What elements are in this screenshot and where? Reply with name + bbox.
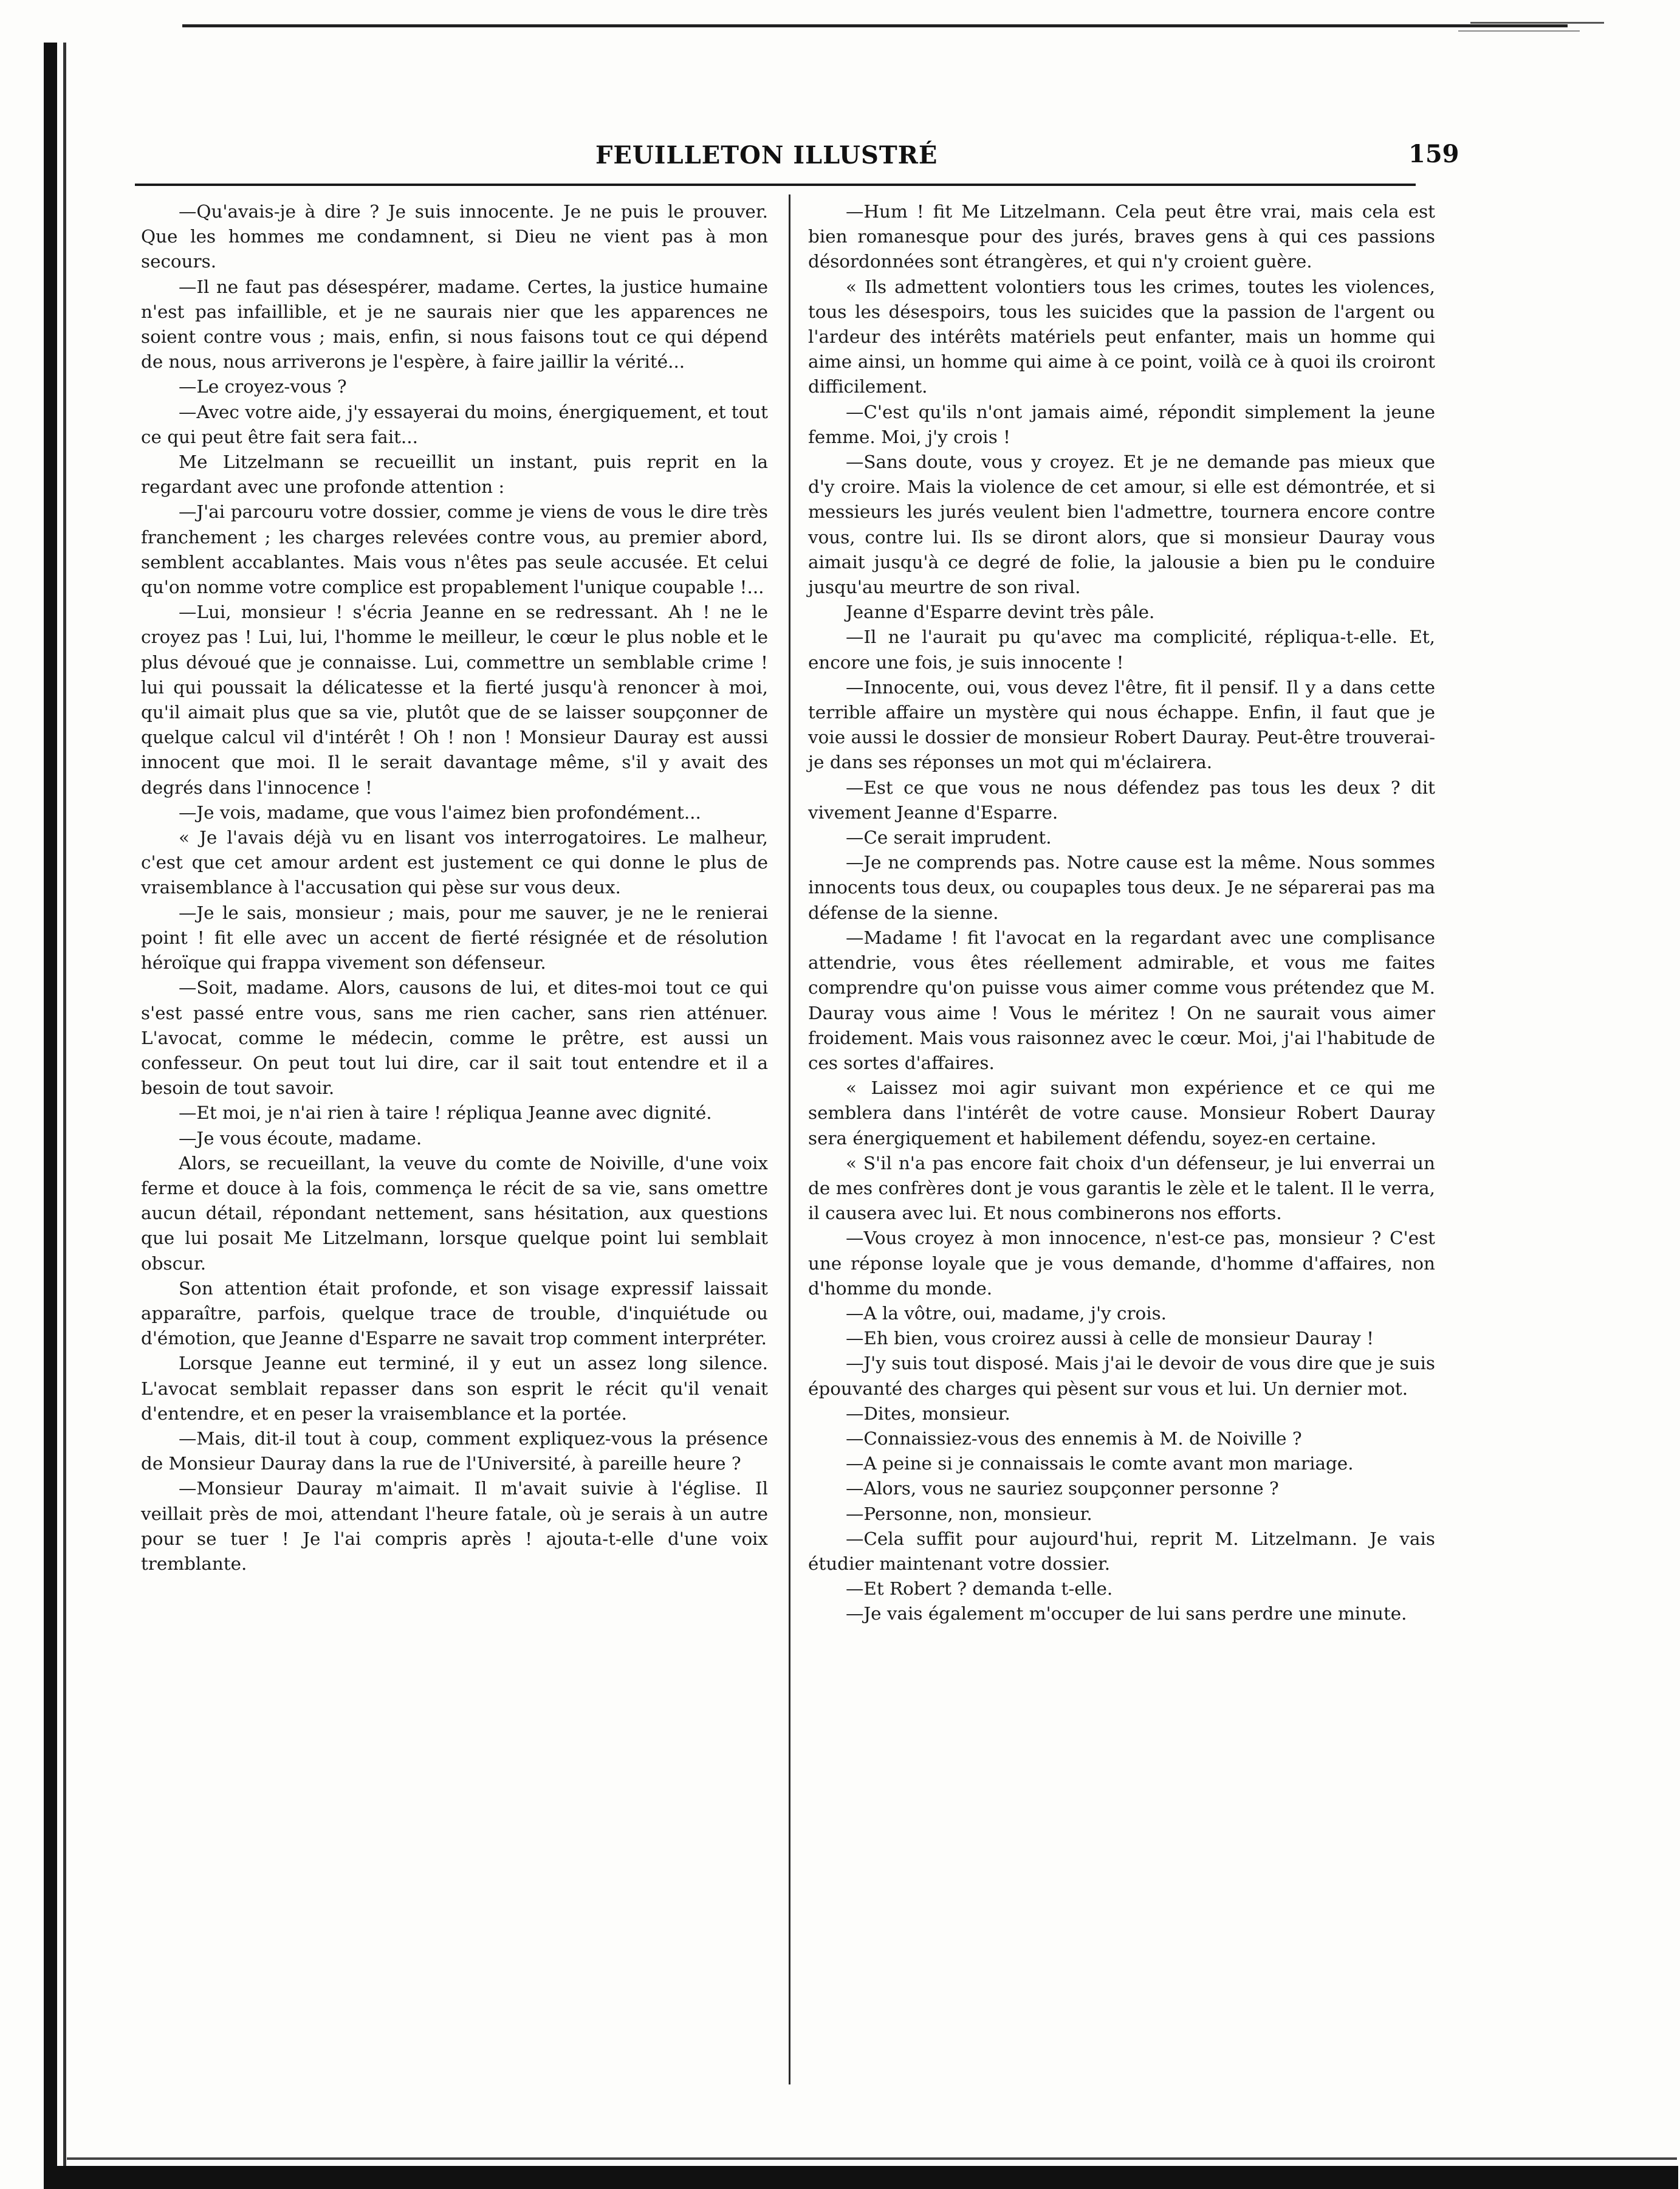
paragraph: —Sans doute, vous y croyez. Et je ne demande pas mieux que d'y croire. Mais la violence de cet amour, si elle est démontrée, et si messieurs les jurés veulent bien l'admettre, tournera encore contre vous, contre lui. Ils se diront alors, que si monsieur Dauray vous aimait jusqu'à ce degré de folie, la jalousie a bien pu le conduire jusqu'au meurtre de son rival. <box>808 452 1435 598</box>
paragraph: —Et Robert ? demanda t-elle. <box>846 1578 1113 1600</box>
paragraph: —Innocente, oui, vous devez l'être, fit il pensif. Il y a dans cette terrible affaire un mystère qui nous échappe. Enfin, il faut que je voie aussi le dossier de monsieur Robert Dauray. Peut-être trouverai-je dans ses réponses un mot qui m'éclairera. <box>808 676 1435 773</box>
binding-edge <box>44 43 57 2182</box>
paragraph: —Qu'avais-je à dire ? Je suis innocente. Je ne puis le prouver. Que les hommes me condamnent, si Dieu ne vient pas à mon secours. <box>141 201 768 272</box>
paragraph: Alors, se recueillant, la veuve du comte de Noiville, d'une voix ferme et douce à la fois, commença le récit de sa vie, sans omettre aucun détail, répondant nettement, sans hésitation, aux questions que lui posait Me Litzelmann, lorsque quelque point lui semblait obscur. <box>141 1152 768 1274</box>
running-title: FEUILLETON ILLUSTRÉ <box>595 141 938 170</box>
paragraph: —Ce serait imprudent. <box>846 827 1052 848</box>
paragraph: « Laissez moi agir suivant mon expérience et ce qui me semblera dans l'intérêt de votre cause. Monsieur Robert Dauray sera énergiquement et habilement défendu, soyez-en certaine. <box>808 1077 1435 1149</box>
paragraph: —Cela suffit pour aujourd'hui, reprit M. Litzelmann. Je vais étudier maintenant votre dossier. <box>808 1528 1435 1574</box>
paragraph: —Personne, non, monsieur. <box>846 1503 1092 1524</box>
scan-bottom-edge-line <box>67 2157 1677 2160</box>
paragraph: —A la vôtre, oui, madame, j'y crois. <box>846 1302 1167 1324</box>
paragraph: —Je le sais, monsieur ; mais, pour me sauver, je ne le renierai point ! fit elle avec un accent de fierté résignée et de résolution héroïque qui frappa vivement son défenseur. <box>141 902 768 974</box>
scan-edge-rule <box>182 24 1568 27</box>
column-divider <box>789 194 790 2084</box>
scan-edge-rule <box>1458 30 1580 32</box>
paragraph: —Vous croyez à mon innocence, n'est-ce pas, monsieur ? C'est une réponse loyale que je vous demande, d'homme d'affaires, non d'homme du monde. <box>808 1228 1435 1299</box>
right-column <box>808 199 1435 1627</box>
paragraph: —Je vois, madame, que vous l'aimez bien profondément... <box>179 802 701 823</box>
paragraph: Jeanne d'Esparre devint très pâle. <box>846 602 1155 623</box>
paragraph: —Hum ! fit Me Litzelmann. Cela peut être vrai, mais cela est bien romanesque pour des jurés, braves gens à qui ces passions désordonnées sont étrangères, et qui n'y croient guère. <box>808 201 1435 272</box>
page-number: 159 <box>1408 140 1459 168</box>
paragraph: —Connaissiez-vous des ennemis à M. de Noiville ? <box>846 1428 1302 1449</box>
paragraph: « S'il n'a pas encore fait choix d'un défenseur, je lui enverrai un de mes confrères dont je vous garantis le zèle et le talent. Il le verra, il causera avec lui. Et nous combinerons nos efforts. <box>808 1152 1435 1224</box>
paragraph: —Je ne comprends pas. Notre cause est la même. Nous sommes innocents tous deux, ou coupaples tous deux. Je ne séparerai pas ma défense de la sienne. <box>808 852 1435 923</box>
paragraph: Me Litzelmann se recueillit un instant, puis reprit en la regardant avec une profonde attention : <box>141 452 768 498</box>
paragraph: —Dites, monsieur. <box>846 1403 1010 1424</box>
paragraph: —Monsieur Dauray m'aimait. Il m'avait suivie à l'église. Il veillait près de moi, attendant l'heure fatale, où je serais à un autre pour se tuer ! Je l'ai compris après ! ajouta-t-elle d'une voix tremblante. <box>141 1478 768 1574</box>
paragraph: —C'est qu'ils n'ont jamais aimé, répondit simplement la jeune femme. Moi, j'y crois ! <box>808 401 1435 447</box>
paragraph: Lorsque Jeanne eut terminé, il y eut un assez long silence. L'avocat semblait repasser dans son esprit le récit qu'il venait d'entendre, et en peser la vraisemblance et la portée. <box>141 1353 768 1424</box>
paragraph: —Avec votre aide, j'y essayerai du moins, énergiquement, et tout ce qui peut être fait sera fait... <box>141 401 768 447</box>
header-rule <box>135 184 1416 186</box>
paragraph: « Ils admettent volontiers tous les crimes, toutes les violences, tous les désespoirs, tous les suicides que la passion de l'argent ou l'ardeur des intérêts matériels peut enfanter, mais un homme qui aime ainsi, un homme qui aime à ce point, voilà ce à quoi ils croiront difficilement. <box>808 276 1435 397</box>
left-column <box>141 199 768 1576</box>
paragraph: « Je l'avais déjà vu en lisant vos interrogatoires. Le malheur, c'est que cet amour ardent est justement ce qui donne le plus de vraisemblance à l'accusation qui pèse sur vous deux. <box>141 827 768 898</box>
paragraph: —Est ce que vous ne nous défendez pas tous les deux ? dit vivement Jeanne d'Esparre. <box>808 777 1435 823</box>
paragraph: —Mais, dit-il tout à coup, comment expliquez-vous la présence de Monsieur Dauray dans la rue de l'Université, à pareille heure ? <box>141 1428 768 1474</box>
paragraph: —Et moi, je n'ai rien à taire ! répliqua Jeanne avec dignité. <box>179 1102 712 1124</box>
paragraph: —Madame ! fit l'avocat en la regardant avec une complisance attendrie, vous êtes réellement admirable, et vous me faites comprendre qu'on puisse vous aimer comme vous prétendez que M. Dauray vous aime ! Vous le méritez ! On ne saurait vous aimer froidement. Mais vous raisonnez avec le cœur. Moi, j'ai l'habitude de ces sortes d'affaires. <box>808 927 1435 1073</box>
paragraph: —Soit, madame. Alors, causons de lui, et dites-moi tout ce qui s'est passé entre vous, sans me rien cacher, sans rien atténuer. L'avocat, comme le médecin, comme le prêtre, est aussi un confesseur. On peut tout lui dire, car il sait tout entendre et il a besoin de tout savoir. <box>141 977 768 1099</box>
paragraph: —Il ne l'aurait pu qu'avec ma complicité, répliqua-t-elle. Et, encore une fois, je suis innocente ! <box>808 627 1435 673</box>
scan-edge-rule <box>1470 22 1604 24</box>
paragraph: —Je vous écoute, madame. <box>179 1127 422 1149</box>
paragraph: —Le croyez-vous ? <box>179 376 347 397</box>
paragraph: —Il ne faut pas désespérer, madame. Certes, la justice humaine n'est pas infaillible, et je ne saurais nier que les apparences ne soient contre vous ; mais, enfin, si nous faisons tout ce qui dépend de nous, nous arriverons je l'espère, à faire jaillir la vérité... <box>141 276 768 373</box>
paragraph: —Lui, monsieur ! s'écria Jeanne en se redressant. Ah ! ne le croyez pas ! Lui, lui, l'homme le meilleur, le cœur le plus noble et le plus dévoué que je connaisse. Lui, commettre un semblable crime ! lui qui poussait la délicatesse et la fierté jusqu'à renoncer à moi, qu'il aimait plus que sa vie, plutôt que de se laisser soupçonner de quelque calcul vil d'intérêt ! Oh ! non ! Monsieur Dauray est aussi innocent que moi. Il le serait davantage même, s'il y avait des degrés dans l'innocence ! <box>141 602 768 798</box>
paragraph: —J'ai parcouru votre dossier, comme je viens de vous le dire très franchement ; les charges relevées contre vous, au premier abord, semblent accablantes. Mais vous n'êtes pas seule accusée. Et celui qu'on nomme votre complice est propablement l'unique coupable !... <box>141 501 768 598</box>
paragraph: —A peine si je connaissais le comte avant mon mariage. <box>846 1453 1354 1474</box>
scan-bottom-edge <box>44 2166 1678 2189</box>
paragraph: —Je vais également m'occuper de lui sans perdre une minute. <box>846 1603 1407 1624</box>
binding-edge-line <box>63 43 66 2182</box>
paragraph: —J'y suis tout disposé. Mais j'ai le devoir de vous dire que je suis épouvanté des charges qui pèsent sur vous et lui. Un dernier mot. <box>808 1353 1435 1399</box>
paragraph: —Eh bien, vous croirez aussi à celle de monsieur Dauray ! <box>846 1328 1374 1349</box>
paragraph: —Alors, vous ne sauriez soupçonner personne ? <box>846 1478 1279 1499</box>
paragraph: Son attention était profonde, et son visage expressif laissait apparaître, parfois, quelque trace de trouble, d'inquiétude ou d'émotion, que Jeanne d'Esparre ne savait trop comment interpréter. <box>141 1277 768 1349</box>
